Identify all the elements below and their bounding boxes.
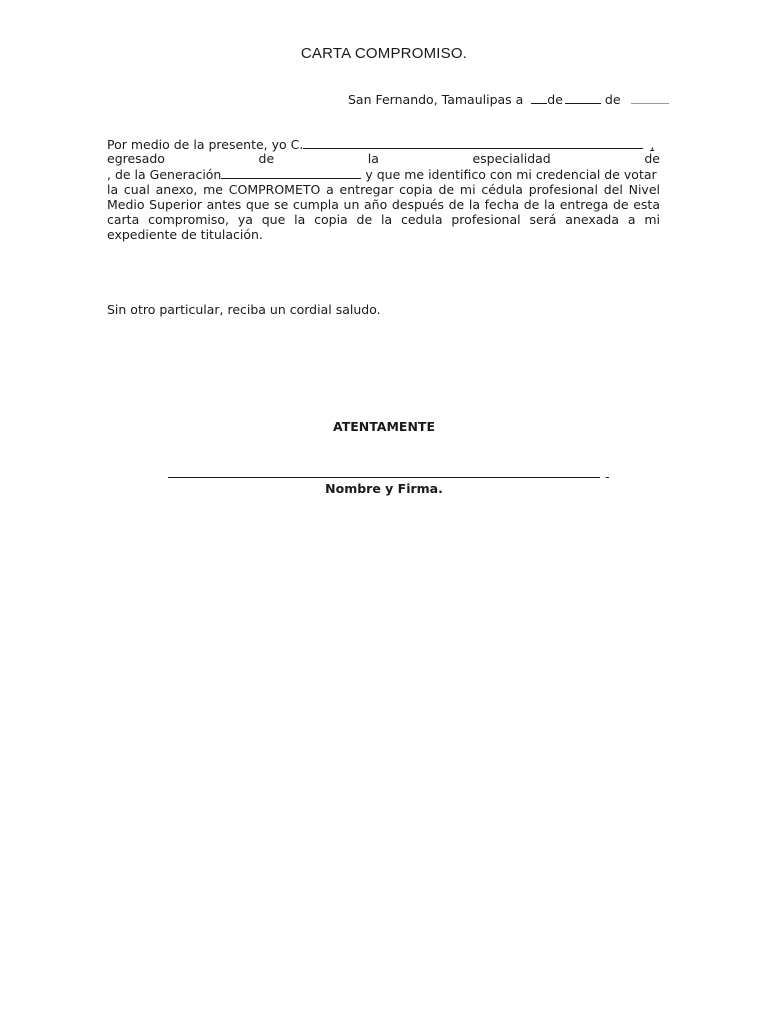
body-line-1	[107, 136, 660, 151]
signature-dash: -	[605, 469, 610, 484]
dateline	[348, 91, 669, 108]
generation-blank	[221, 166, 361, 179]
signature-heading: ATENTAMENTE	[333, 419, 435, 434]
word-de-end: de	[644, 151, 660, 167]
month-blank	[565, 91, 601, 104]
year-blank	[631, 91, 669, 104]
word-egresado: egresado	[107, 151, 165, 167]
signature-label: Nombre y Firma.	[325, 481, 443, 496]
body-line-2	[107, 151, 660, 166]
day-blank	[531, 91, 547, 104]
body-line-3	[107, 166, 660, 181]
word-la: la	[367, 151, 379, 167]
body-line-1-comma: ,	[650, 137, 655, 152]
word-de: de	[258, 151, 275, 167]
body-line-3-start: , de la Generación	[107, 167, 222, 183]
dateline-de-2: de	[604, 92, 621, 107]
name-blank	[303, 136, 643, 149]
word-especialidad: especialidad	[472, 151, 551, 167]
signature-line	[168, 477, 600, 478]
body-paragraph	[107, 136, 660, 242]
body-line-5: Medio Superior antes que se cumpla un año después de la fecha de la entrega de esta	[107, 196, 660, 212]
body-line-3-end: y que me identifico con mi credencial de votar	[365, 167, 657, 183]
document-title: CARTA COMPROMISO.	[300, 45, 468, 62]
dateline-place: San Fernando, Tamaulipas a	[348, 92, 524, 107]
body-line-7: expediente de titulación.	[107, 227, 263, 243]
dateline-de-1: de	[547, 92, 563, 107]
body-line-1-text: Por medio de la presente, yo C.	[107, 137, 304, 152]
body-line-6: carta compromiso, ya que la copia de la cedula profesional será anexada a mi	[107, 211, 660, 227]
body-line-4: la cual anexo, me COMPROMETO a entregar copia de mi cédula profesional del Nivel	[107, 181, 660, 197]
closing-text: Sin otro particular, reciba un cordial saludo.	[107, 302, 381, 317]
